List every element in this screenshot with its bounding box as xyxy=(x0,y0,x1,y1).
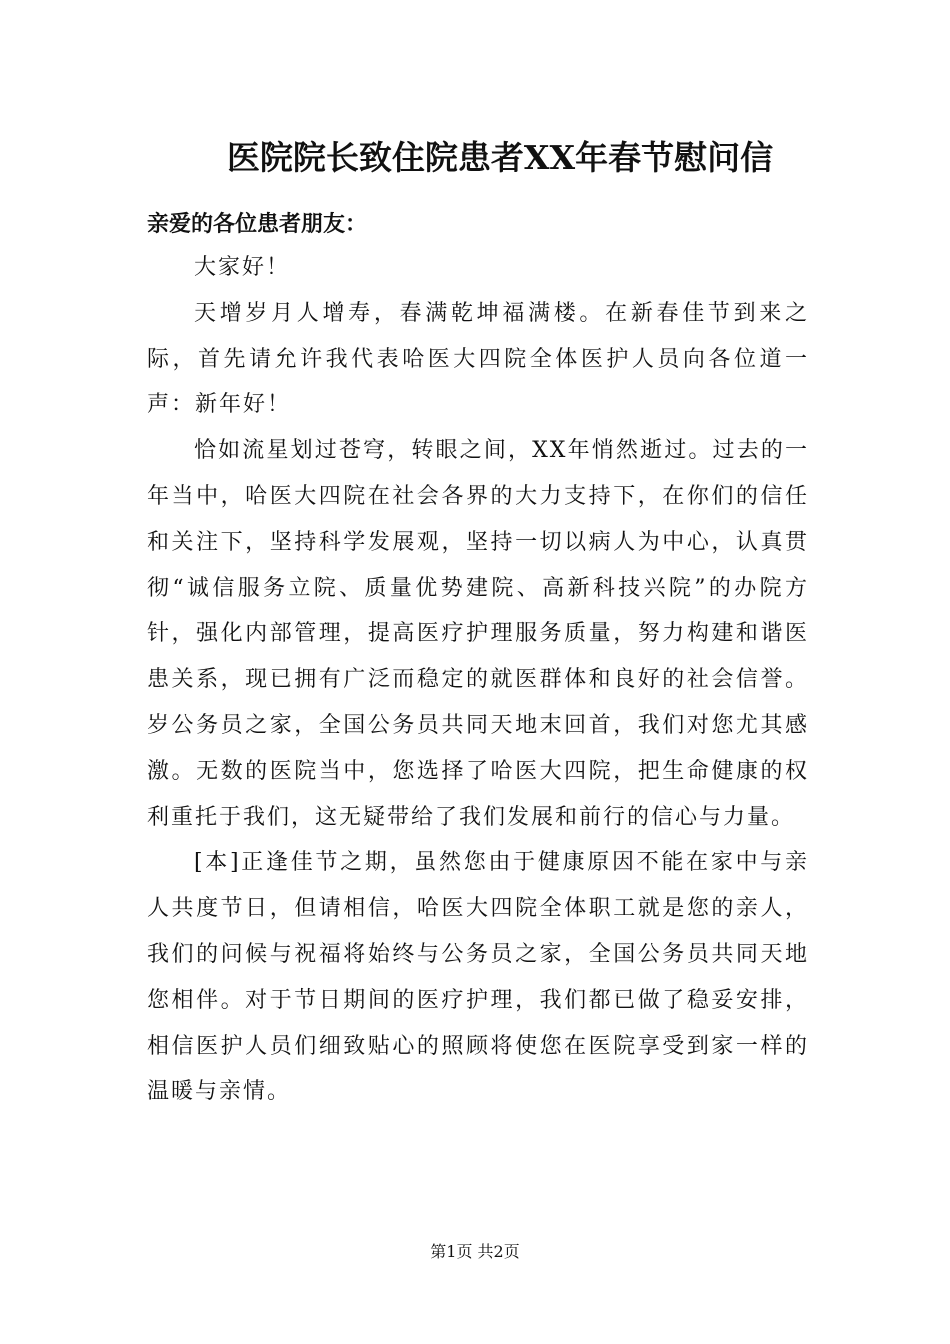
paragraph-greeting: 大家好！ xyxy=(194,255,291,280)
paragraph-year-review: 恰如流星划过苍穹，转眼之间，XX年悄然逝过。过去的一年当中，哈医大四院在社会各界的大力支持下，在你们的信任和关注下，坚持科学发展观，坚持一切以病人为中心，认真贯彻“诚信服务立院、质量优势建院、高新科技兴院”的办院方针，强化内部管理，提高医疗护理服务质量，努力构建和谐医患关系，现已拥有广泛而稳定的就医群体和良好的社会信誉。岁公务员之家，全国公务员共同天地末回首，我们对您尤其感激。无数的医院当中，您选择了哈医大四院，把生命健康的权利重托于我们，这无疑带给了我们发展和前行的信心与力量。 xyxy=(147,438,809,830)
document-title: 医院院长致住院患者XX年春节慰问信 xyxy=(226,138,774,177)
paragraph-holiday-care: [本]正逢佳节之期，虽然您由于健康原因不能在家中与亲人共度节日，但请相信，哈医大四院全体职工就是您的亲人，我们的问候与祝福将始终与公务员之家，全国公务员共同天地您相伴。对于节日期间的医疗护理，我们都已做了稳妥安排，相信医护人员们细致贴心的照顾将使您在医院享受到家一样的温暖与亲情。 xyxy=(147,850,809,1105)
paragraph-new-year-wishes: 天增岁月人增寿，春满乾坤福满楼。在新春佳节到来之际，首先请允许我代表哈医大四院全体医护人员向各位道一声：新年好！ xyxy=(147,300,809,418)
salutation: 亲爱的各位患者朋友： xyxy=(147,211,368,237)
letter-body xyxy=(147,223,809,1115)
page-number-footer: 第1页 共2页 xyxy=(430,1242,520,1261)
